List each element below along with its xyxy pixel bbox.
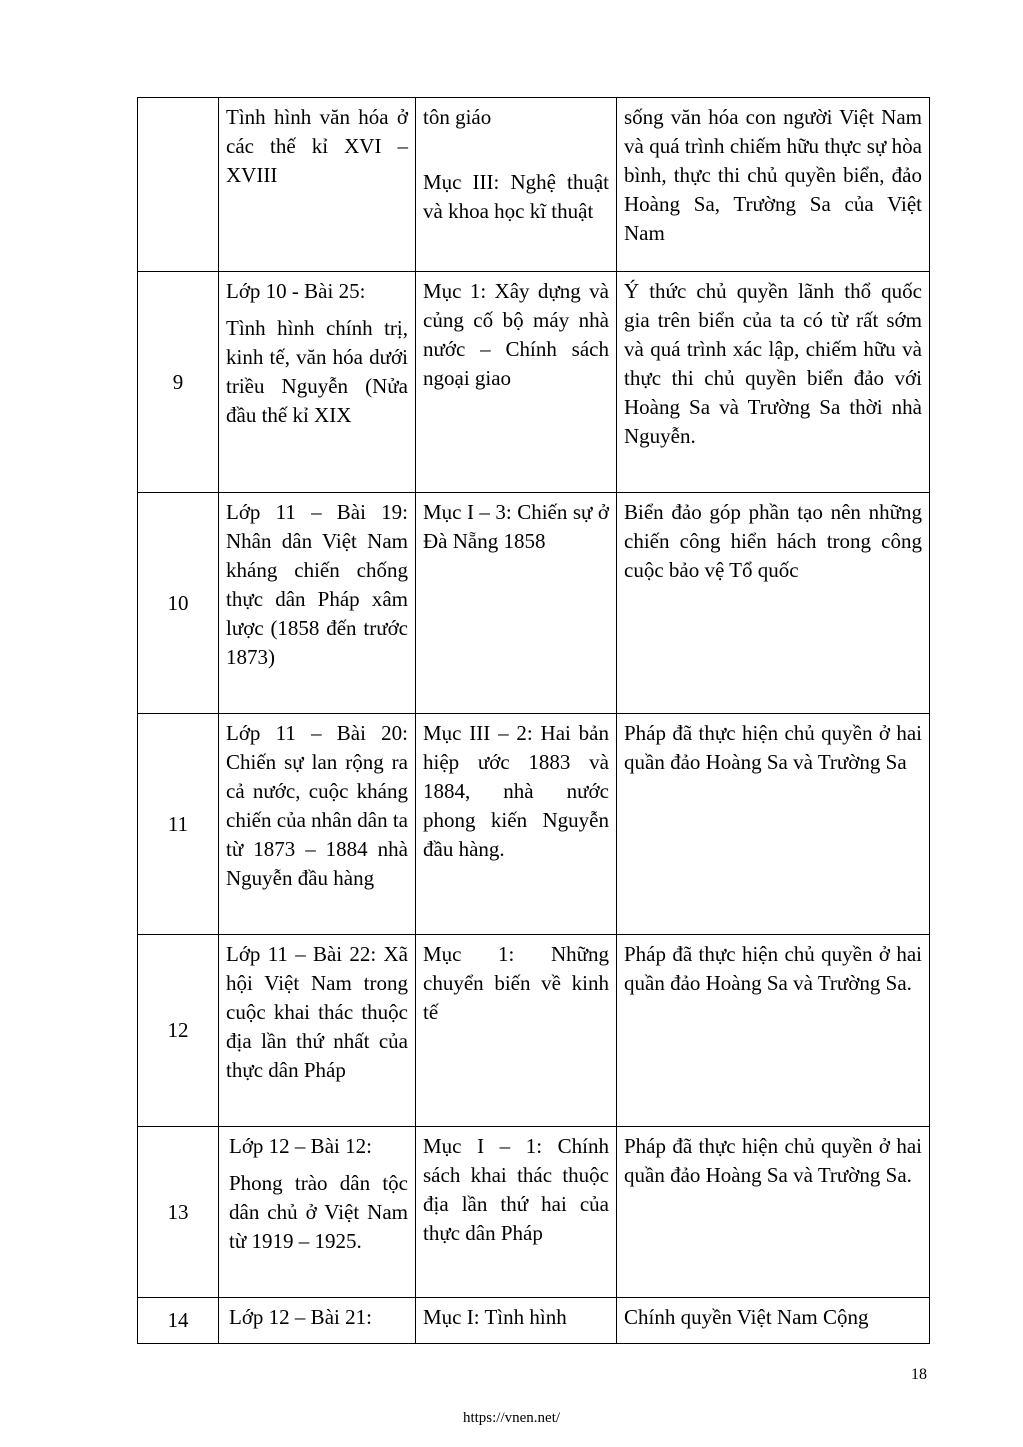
table-row <box>138 1298 930 1344</box>
lesson-text: Tình hình chính trị, kinh tế, văn hóa dưới triều Nguyễn (Nửa đầu thế kỉ XIX <box>226 316 408 427</box>
lesson-cell <box>219 714 416 935</box>
table-row <box>138 272 930 493</box>
content-cell: Pháp đã thực hiện chủ quyền ở hai quần đảo Hoàng Sa và Trường Sa <box>617 714 930 935</box>
page-number: 18 <box>911 1366 927 1383</box>
section-text: Mục 1: Xây dựng và củng cố bộ máy nhà nước – Chính sách ngoại giao <box>423 279 609 390</box>
content-cell: Biển đảo góp phần tạo nên những chiến công hiển hách trong công cuộc bảo vệ Tổ quốc <box>617 493 930 714</box>
section-cell <box>416 935 617 1127</box>
section-text: Mục I: Tình hình <box>423 1305 567 1329</box>
section-text: Mục 1: Những chuyển biến về kinh tế <box>423 942 609 1024</box>
table-row <box>138 493 930 714</box>
lesson-cell <box>219 98 416 272</box>
section-cell <box>416 493 617 714</box>
section-text: Mục I – 1: Chính sách khai thác thuộc địa lần thứ hai của thực dân Pháp <box>423 1134 609 1245</box>
content-cell: sống văn hóa con người Việt Nam và quá trình chiếm hữu thực sự hòa bình, thực thi chủ quyền biển, đảo Hoàng Sa, Trường Sa của Việt Nam <box>617 98 930 272</box>
lesson-text: Tình hình văn hóa ở các thế kỉ XVI – XVIII <box>226 105 408 187</box>
content-cell: Chính quyền Việt Nam Cộng <box>617 1298 930 1344</box>
lesson-cell <box>219 1298 416 1344</box>
row-number: 10 <box>138 493 219 714</box>
lesson-title: Lớp 10 - Bài 25: <box>226 279 366 303</box>
section-text: tôn giáo <box>423 105 492 129</box>
section-cell <box>416 1127 617 1298</box>
lesson-cell <box>219 935 416 1127</box>
footer-url[interactable]: https://vnen.net/ <box>462 1410 561 1426</box>
lesson-text: Lớp 11 – Bài 20: Chiến sự lan rộng ra cả nước, cuộc kháng chiến của nhân dân ta từ 1873 – 1884 nhà Nguyễn đầu hàng <box>226 721 408 890</box>
lesson-text: Phong trào dân tộc dân chủ ở Việt Nam từ 1919 – 1925. <box>229 1171 408 1253</box>
curriculum-table <box>137 97 930 1344</box>
section-cell <box>416 714 617 935</box>
table-row <box>138 98 930 272</box>
table-row <box>138 714 930 935</box>
lesson-cell <box>219 493 416 714</box>
row-number: 12 <box>138 935 219 1127</box>
lesson-cell <box>219 272 416 493</box>
row-number: 14 <box>138 1298 219 1344</box>
row-number: 9 <box>138 272 219 493</box>
content-cell: Ý thức chủ quyền lãnh thổ quốc gia trên biển của ta có từ rất sớm và quá trình xác lập, chiếm hữu và thực thi chủ quyền biển đảo với Hoàng Sa và Trường Sa thời nhà Nguyễn. <box>617 272 930 493</box>
content-cell: Pháp đã thực hiện chủ quyền ở hai quần đảo Hoàng Sa và Trường Sa. <box>617 1127 930 1298</box>
lesson-title: Lớp 12 – Bài 21: <box>229 1305 372 1329</box>
lesson-text: Lớp 11 – Bài 19: Nhân dân Việt Nam kháng chiến chống thực dân Pháp xâm lược (1858 đến trước 1873) <box>226 500 408 669</box>
row-number <box>138 98 219 272</box>
section-cell <box>416 1298 617 1344</box>
content-cell: Pháp đã thực hiện chủ quyền ở hai quần đảo Hoàng Sa và Trường Sa. <box>617 935 930 1127</box>
section-text: Mục III: Nghệ thuật và khoa học kĩ thuật <box>423 170 609 223</box>
row-number: 11 <box>138 714 219 935</box>
lesson-text: Lớp 11 – Bài 22: Xã hội Việt Nam trong cuộc khai thác thuộc địa lần thứ nhất của thực dân Pháp <box>226 942 408 1082</box>
section-cell <box>416 272 617 493</box>
table-row <box>138 935 930 1127</box>
table-row <box>138 1127 930 1298</box>
lesson-title: Lớp 12 – Bài 12: <box>229 1134 372 1158</box>
section-text: Mục III – 2: Hai bản hiệp ước 1883 và 1884, nhà nước phong kiến Nguyễn đầu hàng. <box>423 721 609 861</box>
lesson-cell <box>219 1127 416 1298</box>
section-text: Mục I – 3: Chiến sự ở Đà Nẵng 1858 <box>423 500 609 553</box>
row-number: 13 <box>138 1127 219 1298</box>
section-cell <box>416 98 617 272</box>
